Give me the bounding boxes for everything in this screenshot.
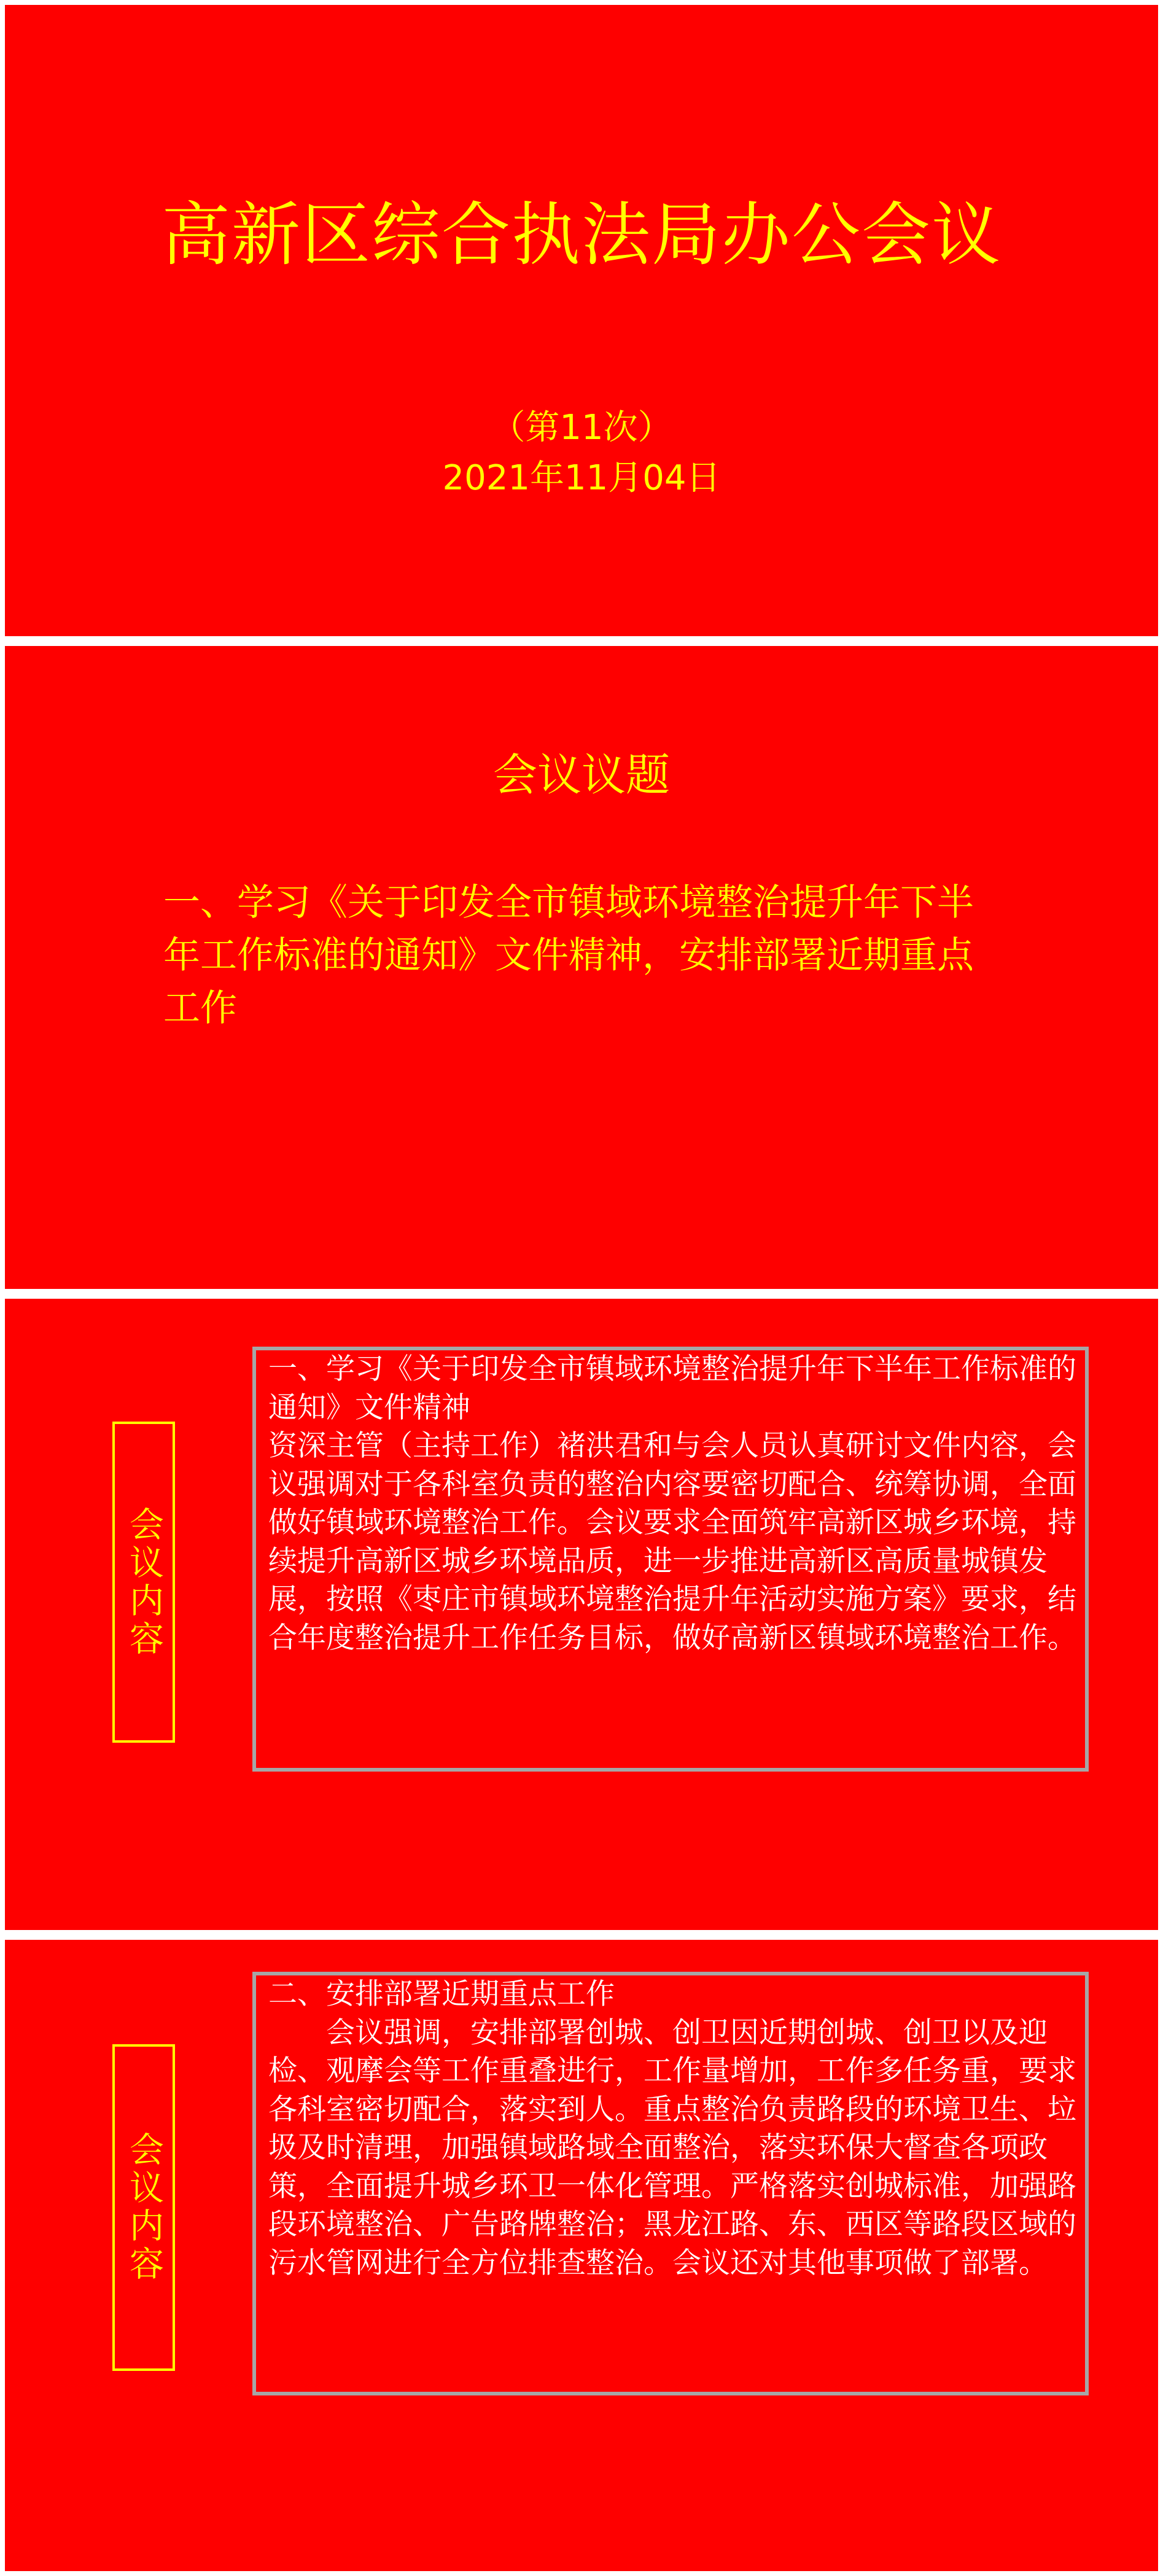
content-box <box>252 1347 1089 1772</box>
content-body: 会议强调，安排部署创城、创卫因近期创城、创卫以及迎检、观摩会等工作重叠进行，工作量增加，工作多任务重，要求各科室密切配合，落实到人。重点整治负责路段的环境卫生、垃圾及时清理，加强镇域路域全面整治，落实环保大督查各项政策，全面提升城乡环卫一体化管理。严格落实创城标准，加强路段环境整治、广告路牌整治；黑龙江路、东、西区等路段区域的污水管网进行全方位排查整治。会议还对其他事项做了部署。 <box>268 2015 1076 2280</box>
section-label <box>112 1422 175 1743</box>
agenda-topic: 一、学习《关于印发全市镇域环境整治提升年下半年工作标准的通知》文件精神，安排部署近期重点工作 <box>163 881 974 1030</box>
session-number: （第11次） <box>491 408 672 448</box>
content-heading: 一、学习《关于印发全市镇域环境整治提升年下半年工作标准的通知》文件精神 <box>268 1352 1076 1425</box>
agenda-title: 会议议题 <box>492 749 670 801</box>
section-label-text: 会议内容 <box>124 2131 164 2284</box>
meeting-subtitle <box>5 403 1158 504</box>
meeting-date: 2021年11月04日 <box>442 458 721 498</box>
slide-content-2 <box>5 1940 1158 2571</box>
slide-content-1 <box>5 1299 1158 1930</box>
content-heading: 二、安排部署近期重点工作 <box>268 1977 615 2011</box>
slide-cover <box>5 5 1158 636</box>
section-label <box>112 2044 175 2371</box>
slide-agenda <box>5 646 1158 1289</box>
section-label-text: 会议内容 <box>124 1506 164 1659</box>
content-box <box>252 1972 1089 2395</box>
meeting-title: 高新区综合执法局办公会议 <box>161 195 1002 275</box>
content-body: 资深主管（主持工作）褚洪君和与会人员认真研讨文件内容，会议强调对于各科室负责的整治内容要密切配合、统筹协调，全面做好镇域环境整治工作。会议要求全面筑牢高新区城乡环境，持续提升高新区城乡环境品质，进一步推进高新区高质量城镇发展，按照《枣庄市镇域环境整治提升年活动实施方案》要求，结合年度整治提升工作任务目标，做好高新区镇域环境整治工作。 <box>268 1429 1076 1655</box>
